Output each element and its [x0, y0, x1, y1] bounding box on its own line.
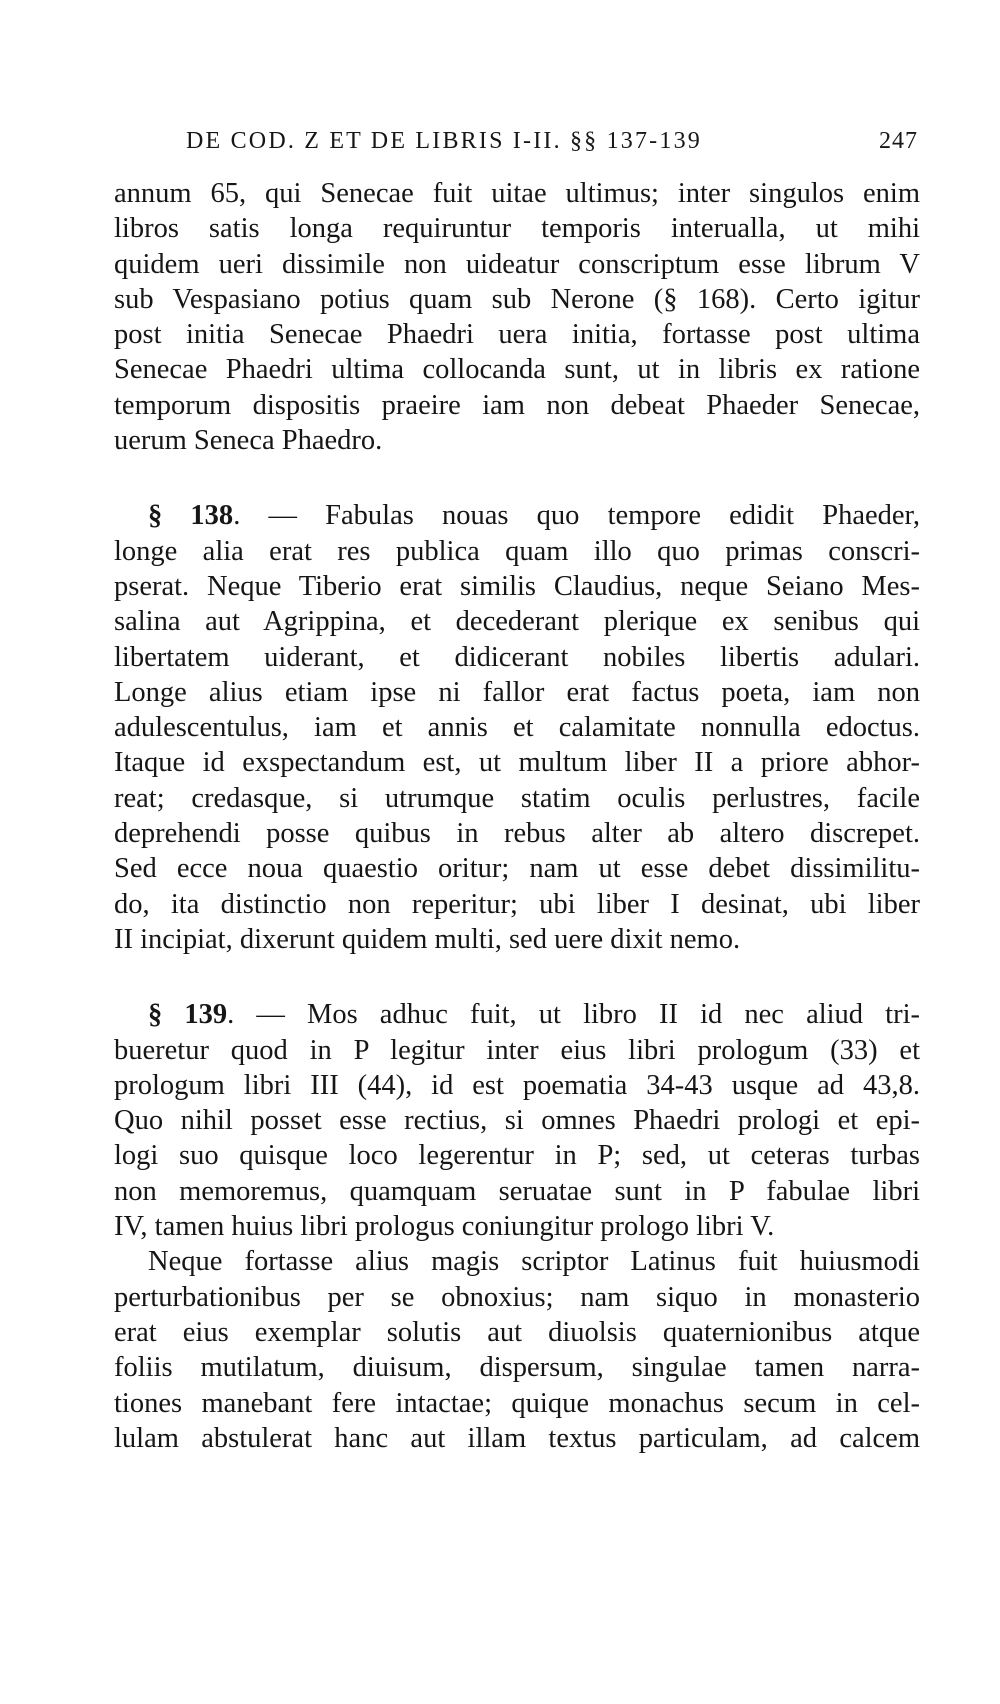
- text-line: tiones manebant fere intactae; quique monachus secum in cel-: [114, 1387, 920, 1419]
- paragraph-neque: [114, 1244, 920, 1456]
- text-line: logi suo quisque loco legerentur in P; sed, ut ceteras turbas: [114, 1140, 920, 1172]
- text-line: Itaque id exspectandum est, ut multum liber II a priore abhor-: [114, 747, 920, 779]
- text-line: Neque fortasse alius magis scriptor Latinus fuit huiusmodi: [148, 1246, 920, 1278]
- text-line: uerum Seneca Phaedro.: [114, 425, 383, 457]
- text-line: II incipiat, dixerunt quidem multi, sed uere dixit nemo.: [114, 923, 741, 955]
- text-line: reat; credasque, si utrumque statim oculis perlustres, facile: [114, 782, 920, 814]
- text-line: libertatem uiderant, et didicerant nobiles libertis adulari.: [114, 641, 920, 673]
- text-line: Senecae Phaedri ultima collocanda sunt, ut in libris ex ratione: [114, 354, 920, 386]
- text-line: quidem ueri dissimile non uideatur conscriptum esse librum V: [114, 248, 920, 280]
- text-line: Longe alius etiam ipse ni fallor erat factus poeta, iam non: [114, 676, 920, 708]
- text-line: deprehendi posse quibus in rebus alter ab altero discrepet.: [114, 818, 920, 850]
- section-mark: § 138: [148, 500, 234, 532]
- text-line: prologum libri III (44), id est poematia 34-43 usque ad 43,8.: [114, 1069, 920, 1101]
- text-line: annum 65, qui Senecae fuit uitae ultimus; inter singulos enim: [114, 178, 920, 209]
- text-line: sub Vespasiano potius quam sub Nerone (§ 168). Certo igitur: [114, 283, 920, 315]
- paragraph-continuation: [114, 176, 920, 458]
- text-line: do, ita distinctio non reperitur; ubi liber I desinat, ubi liber: [114, 888, 920, 920]
- section-139: [114, 997, 920, 1244]
- section-138: [114, 498, 920, 957]
- text-line: bueretur quod in P legitur inter eius libri prologum (33) et: [114, 1034, 920, 1066]
- text-line: § 139. — Mos adhuc fuit, ut libro II id nec aliud tri-: [148, 999, 920, 1031]
- text-line: post initia Senecae Phaedri uera initia, fortasse post ultima: [114, 319, 920, 351]
- text-line: erat eius exemplar solutis aut diuolsis quaternionibus atque: [114, 1316, 920, 1348]
- section-mark: § 139: [148, 999, 228, 1031]
- text-line: perturbationibus per se obnoxius; nam siquo in monasterio: [114, 1281, 920, 1313]
- text-line: non memoremus, quamquam seruatae sunt in P fabulae libri: [114, 1175, 920, 1207]
- text-line: libros satis longa requiruntur temporis interualla, ut mihi: [114, 213, 920, 245]
- text-line: adulescentulus, iam et annis et calamitate nonnulla edoctus.: [114, 712, 920, 744]
- text-line: temporum dispositis praeire iam non debeat Phaeder Senecae,: [114, 389, 920, 421]
- text-line: lulam abstulerat hanc aut illam textus particulam, ad calcem: [114, 1422, 920, 1454]
- text-line: foliis mutilatum, diuisum, dispersum, singulae tamen narra-: [114, 1352, 920, 1384]
- text-line: IV, tamen huius libri prologus coniungitur prologo libri V.: [114, 1211, 775, 1243]
- text-line: salina aut Agrippina, et decederant plerique ex senibus qui: [114, 606, 920, 638]
- text-line: Quo nihil posset esse rectius, si omnes Phaedri prologi et epi-: [114, 1105, 920, 1137]
- text-body: [114, 176, 920, 1456]
- text-line: longe alia erat res publica quam illo quo primas conscri-: [114, 535, 920, 567]
- text-line: pserat. Neque Tiberio erat similis Claudius, neque Seiano Mes-: [114, 570, 920, 602]
- running-header: [186, 128, 918, 160]
- text-line: Sed ecce noua quaestio oritur; nam ut esse debet dissimilitu-: [114, 853, 920, 885]
- text-line: § 138. — Fabulas nouas quo tempore edidit Phaeder,: [148, 500, 920, 532]
- running-title: DE COD. Z ET DE LIBRIS I-II. §§ 137-139: [186, 128, 702, 154]
- page-number: 247: [879, 128, 918, 154]
